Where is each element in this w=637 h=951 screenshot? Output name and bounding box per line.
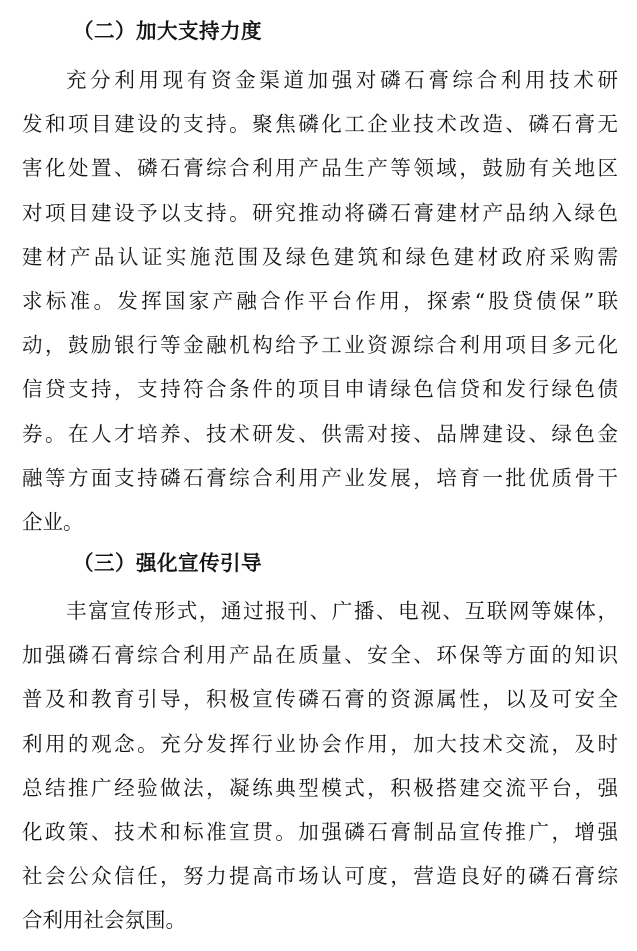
- paragraph-line: 加强磷石膏综合利用产品在质量、安全、环保等方面的知识: [22, 643, 618, 668]
- paragraph-line: 合利用社会氛围。: [22, 908, 186, 933]
- paragraph-line: 企业。: [22, 509, 84, 534]
- paragraph-line: 充分利用现有资金渠道加强对磷石膏综合利用技术研: [66, 68, 618, 92]
- paragraph-line: 建材产品认证实施范围及绿色建筑和绿色建材政府采购需: [22, 244, 618, 269]
- paragraph-line: 券。在人才培养、技术研发、供需对接、品牌建设、绿色金: [22, 421, 618, 446]
- paragraph-publicity: [22, 589, 618, 943]
- paragraph-line: 害化处置、磷石膏综合利用产品生产等领域，鼓励有关地区: [22, 156, 618, 181]
- paragraph-line: 社会公众信任，努力提高市场认可度，营造良好的磷石膏综: [22, 864, 618, 889]
- paragraph-line: 动，鼓励银行等金融机构给予工业资源综合利用项目多元化: [22, 333, 618, 358]
- paragraph-line: 丰富宣传形式，通过报刊、广播、电视、互联网等媒体，: [66, 599, 618, 623]
- paragraph-line: 利用的观念。充分发挥行业协会作用，加大技术交流，及时: [22, 731, 618, 756]
- section-heading-support: （二）加大支持力度: [73, 19, 262, 43]
- paragraph-line: 融等方面支持磷石膏综合利用产业发展，培育一批优质骨干: [22, 465, 618, 490]
- paragraph-line: 信贷支持，支持符合条件的项目申请绿色信贷和发行绿色债: [22, 377, 618, 402]
- paragraph-line: 普及和教育引导，积极宣传磷石膏的资源属性，以及可安全: [22, 687, 618, 712]
- paragraph-line: 对项目建设予以支持。研究推动将磷石膏建材产品纳入绿色: [22, 200, 618, 225]
- section-heading-publicity: （三）强化宣传引导: [73, 551, 262, 575]
- paragraph-support: [22, 58, 618, 544]
- paragraph-line: 总结推广经验做法，凝练典型模式，积极搭建交流平台，强: [22, 775, 618, 800]
- paragraph-line: 化政策、技术和标准宣贯。加强磷石膏制品宣传推广，增强: [22, 819, 618, 844]
- paragraph-line: 求标准。发挥国家产融合作平台作用，探索“股贷债保”联: [22, 288, 618, 313]
- paragraph-line: 发和项目建设的支持。聚焦磷化工企业技术改造、磷石膏无: [22, 112, 618, 137]
